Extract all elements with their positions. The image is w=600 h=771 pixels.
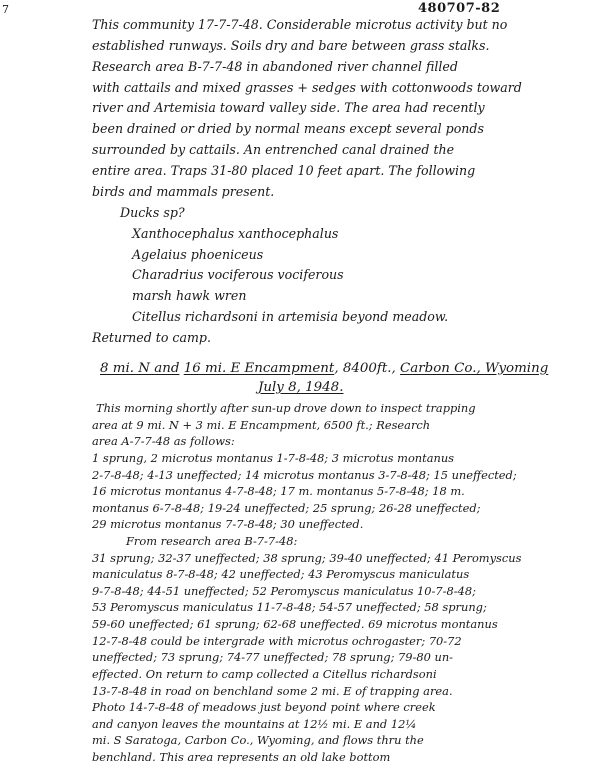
text-line: 53 Peromyscus maniculatus 11-7-8-48; 54-57 uneffected; 58 sprung;	[92, 600, 487, 615]
text-line: 31 sprung; 32-37 uneffected; 38 sprung; 39-40 uneffected; 41 Peromyscus	[92, 550, 522, 565]
species-item: Ducks sp?	[120, 205, 185, 220]
entry-heading	[100, 362, 548, 375]
text-line: This community 17-7-7-48. Considerable microtus activity but no	[92, 17, 508, 32]
text-line: river and Artemisia toward valley side. The area had recently	[92, 100, 485, 115]
text-line: 16 microtus montanus 4-7-8-48; 17 m. montanus 5-7-8-48; 18 m.	[92, 484, 465, 499]
text-line: Photo 14-7-8-48 of meadows just beyond point where creek	[92, 700, 436, 715]
text-line: birds and mammals present.	[92, 184, 275, 199]
text-line: been drained or dried by normal means except several ponds	[92, 121, 484, 136]
text-line: montanus 6-7-8-48; 19-24 uneffected; 25 sprung; 26-28 uneffected;	[92, 500, 481, 515]
text-line: 59-60 uneffected; 61 sprung; 62-68 uneffected. 69 microtus montanus	[92, 617, 498, 631]
text-line: uneffected; 73 sprung; 74-77 uneffected; 78 sprung; 79-80 un-	[92, 650, 454, 665]
text-line: effected. On return to camp collected a Citellus richardsoni	[92, 666, 437, 681]
heading-county-state: Carbon Co., Wyoming	[400, 361, 549, 376]
species-item: Agelaius phoeniceus	[132, 247, 264, 262]
text-line: Research area B-7-7-48 in abandoned river channel filled	[92, 59, 458, 74]
text-line: and canyon leaves the mountains at 12½ mi. E and 12¼	[92, 716, 417, 731]
text-line: 9-7-8-48; 44-51 uneffected; 52 Peromyscus maniculatus 10-7-8-48;	[92, 583, 476, 598]
heading-location-east: 16 mi. E Encampment	[183, 361, 335, 376]
text-line: maniculatus 8-7-8-48; 42 uneffected; 43 Peromyscus maniculatus	[92, 567, 470, 582]
entry-date: July 8, 1948.	[258, 380, 344, 395]
text-line: benchland. This area represents an old lake bottom	[92, 750, 391, 764]
text-line: 13-7-8-48 in road on benchland some 2 mi. E of trapping area.	[92, 683, 453, 698]
text-line: 29 microtus montanus 7-7-8-48; 30 uneffected.	[92, 517, 364, 532]
species-item: Citellus richardsoni in artemisia beyond meadow.	[132, 309, 449, 324]
text-line: 2-7-8-48; 4-13 uneffected; 14 microtus montanus 3-7-8-48; 15 uneffected;	[92, 467, 517, 482]
species-item: Xanthocephalus xanthocephalus	[132, 226, 339, 241]
returned-note: Returned to camp.	[92, 330, 211, 345]
text-line: entire area. Traps 31-80 placed 10 feet apart. The following	[92, 163, 476, 178]
species-item: Charadrius vociferous vociferous	[132, 267, 344, 282]
text-line: From research area B-7-7-48:	[126, 534, 298, 548]
document-id: 480707-82	[418, 1, 501, 16]
text-line: with cattails and mixed grasses + sedges with cottonwoods toward	[92, 80, 522, 95]
text-line: 12-7-8-48 could be intergrade with microtus ochrogaster; 70-72	[92, 633, 462, 648]
text-line: established runways. Soils dry and bare between grass stalks.	[92, 38, 490, 53]
text-line: 1 sprung, 2 microtus montanus 1-7-8-48; 3 microtus montanus	[92, 450, 455, 465]
text-line: area at 9 mi. N + 3 mi. E Encampment, 6500 ft.; Research	[92, 417, 431, 432]
heading-location-north: 8 mi. N and	[100, 361, 180, 376]
heading-elevation: , 8400ft.,	[334, 361, 396, 376]
text-line: surrounded by cattails. An entrenched canal drained the	[92, 142, 455, 157]
text-line: This morning shortly after sun-up drove down to inspect trapping	[96, 401, 476, 415]
text-line: area A-7-7-48 as follows:	[92, 434, 235, 449]
text-line: mi. S Saratoga, Carbon Co., Wyoming, and flows thru the	[92, 733, 424, 748]
page-number-marker: 7	[2, 3, 9, 16]
species-item: marsh hawk wren	[132, 288, 247, 303]
